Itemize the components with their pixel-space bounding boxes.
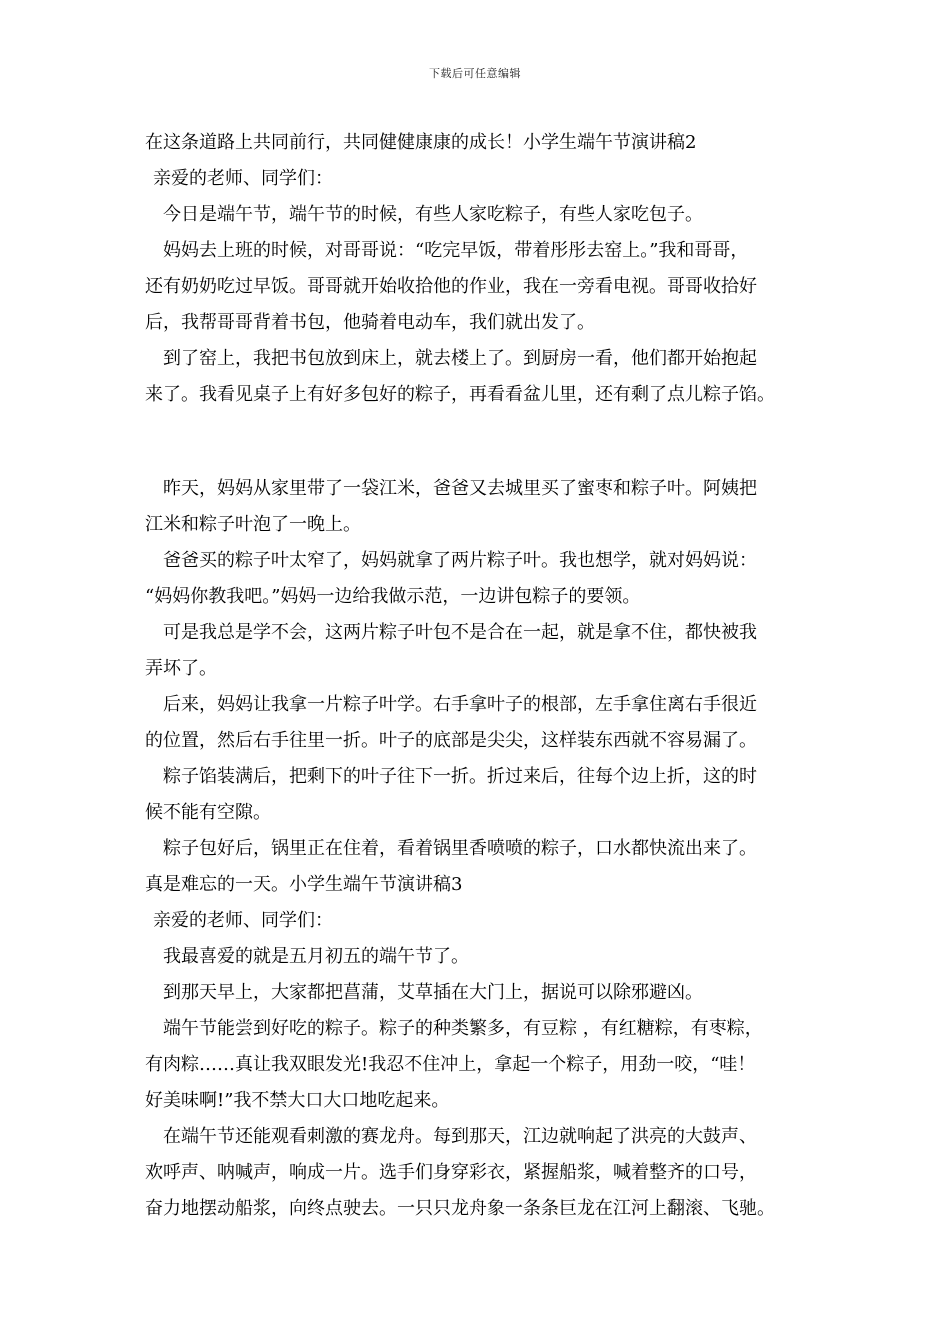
text-line: 在这条道路上共同前行，共同健健康康的成长！小学生端午节演讲稿2: [145, 132, 697, 153]
text-line: 的位置，然后右手往里一折。叶子的底部是尖尖，这样装东西就不容易漏了。: [145, 730, 757, 751]
salutation: 亲爱的老师、同学们：: [153, 168, 333, 189]
text-line: 妈妈去上班的时候，对哥哥说：“吃完早饭，带着彤彤去窑上。”我和哥哥，: [163, 240, 749, 261]
text-line: 今日是端午节，端午节的时候，有些人家吃粽子，有些人家吃包子。: [163, 204, 703, 225]
text-line: 有肉粽……真让我双眼发光!我忍不住冲上，拿起一个粽子，用劲一咬，“哇！: [145, 1054, 756, 1075]
text-line: 真是难忘的一天。小学生端午节演讲稿3: [145, 874, 463, 895]
text-line: 弄坏了。: [145, 658, 217, 679]
salutation: 亲爱的老师、同学们：: [153, 910, 333, 931]
text-line: 还有奶奶吃过早饭。哥哥就开始收拾他的作业，我在一旁看电视。哥哥收拾好: [145, 276, 757, 297]
text-line: 到了窑上，我把书包放到床上，就去楼上了。到厨房一看，他们都开始抱起: [163, 348, 757, 369]
text-line: 后来，妈妈让我拿一片粽子叶学。右手拿叶子的根部，左手拿住离右手很近: [163, 694, 757, 715]
text-line: 到那天早上，大家都把菖蒲，艾草插在大门上，据说可以除邪避凶。: [163, 982, 703, 1003]
text-line: 来了。我看见桌子上有好多包好的粽子，再看看盆儿里，还有剩了点儿粽子馅。: [145, 384, 775, 405]
text-line: 好美味啊!”我不禁大口大口地吃起来。: [145, 1090, 450, 1111]
text-line: 可是我总是学不会，这两片粽子叶包不是合在一起，就是拿不住，都快被我: [163, 622, 757, 643]
text-line: 粽子包好后，锅里正在住着，看着锅里香喷喷的粽子，口水都快流出来了。: [163, 838, 757, 859]
text-line: 后，我帮哥哥背着书包，他骑着电动车，我们就出发了。: [145, 312, 595, 333]
page-header: 下载后可任意编辑: [429, 67, 521, 80]
text-line: 端午节能尝到好吃的粽子。粽子的种类繁多，有豆粽 ，有红糖粽，有枣粽，: [163, 1018, 763, 1039]
text-line: 欢呼声、呐喊声，响成一片。选手们身穿彩衣，紧握船浆，喊着整齐的口号，: [145, 1162, 757, 1183]
text-line: 粽子馅装满后，把剩下的叶子往下一折。折过来后，往每个边上折，这的时: [163, 766, 757, 787]
document-body: [145, 125, 825, 1227]
text-line: 候不能有空隙。: [145, 802, 271, 823]
paragraph-gap: [145, 413, 825, 471]
text-line: “妈妈你教我吧。”妈妈一边给我做示范，一边讲包粽子的要领。: [145, 586, 641, 607]
text-line: 昨天，妈妈从家里带了一袋江米，爸爸又去城里买了蜜枣和粽子叶。阿姨把: [163, 478, 757, 499]
text-line: 奋力地摆动船浆，向终点驶去。一只只龙舟象一条条巨龙在江河上翻滚、飞驰。: [145, 1198, 775, 1219]
text-line: 江米和粽子叶泡了一晚上。: [145, 514, 361, 535]
text-line: 在端午节还能观看刺激的赛龙舟。每到那天，江边就响起了洪亮的大鼓声、: [163, 1126, 757, 1147]
text-line: 爸爸买的粽子叶太窄了，妈妈就拿了两片粽子叶。我也想学，就对妈妈说：: [163, 550, 757, 571]
text-line: 我最喜爱的就是五月初五的端午节了。: [163, 946, 469, 967]
